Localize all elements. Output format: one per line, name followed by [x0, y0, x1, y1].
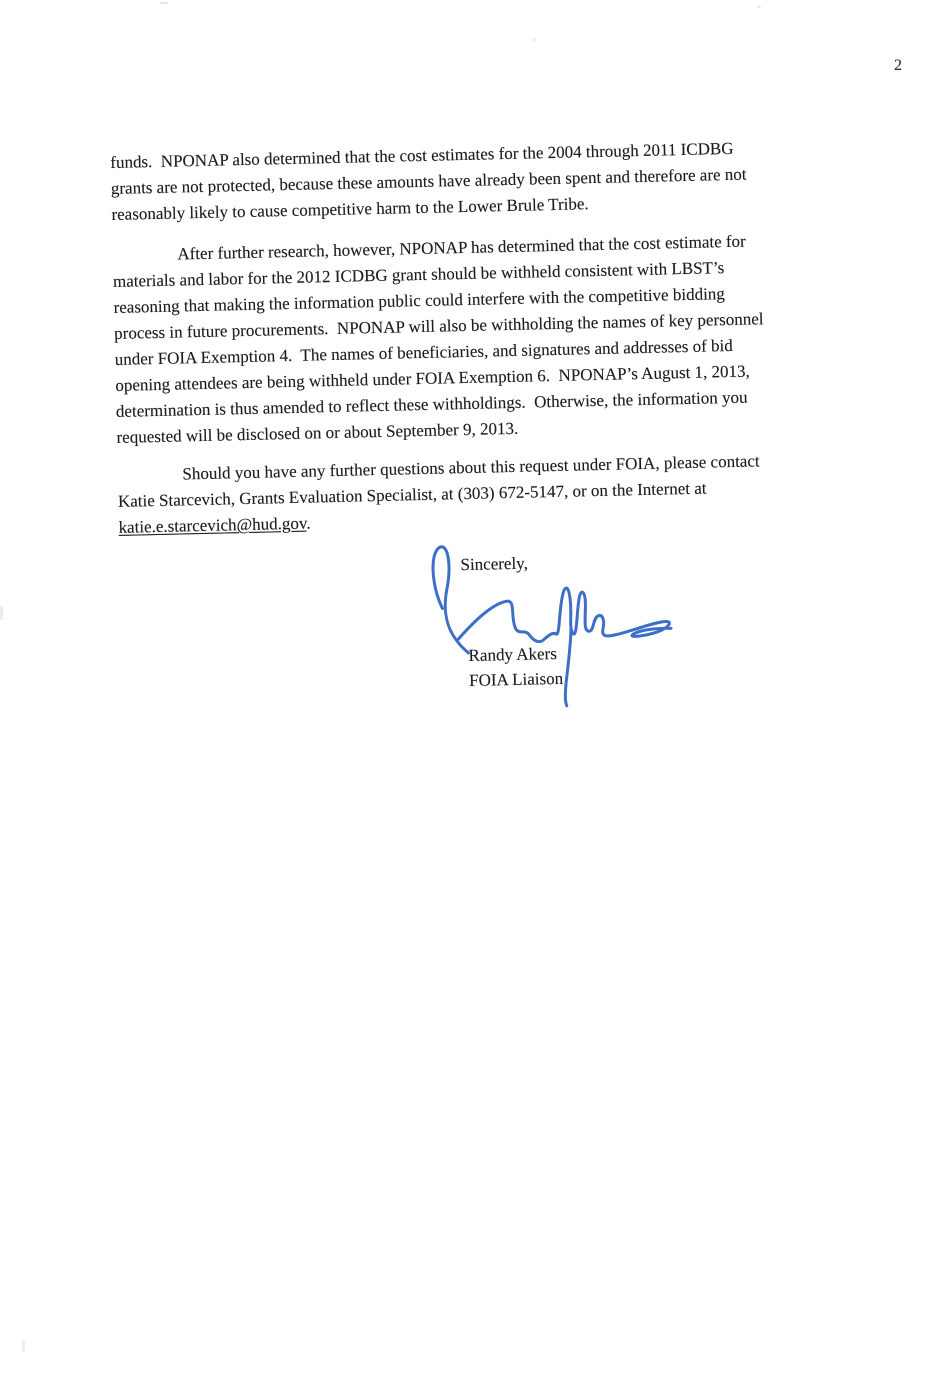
contact-email: katie.e.starcevich@hud.gov	[118, 513, 307, 537]
page-number: 2	[894, 57, 902, 74]
scan-artifact	[0, 606, 3, 620]
closing-salutation: Sincerely,	[460, 553, 529, 575]
body-line: reasonably likely to cause competitive harm to the Lower Brule Tribe.	[111, 194, 589, 224]
body-line: opening attendees are being withheld under FOIA Exemption 6. NPONAP’s August 1, 2013,	[115, 361, 751, 395]
paragraph	[112, 226, 887, 451]
body-line: After further research, however, NPONAP has determined that the cost estimate for	[177, 231, 746, 264]
body-line: Katie Starcevich, Grants Evaluation Specialist, at (303) 672-5147, or on the Internet at	[117, 478, 707, 511]
body-line: determination is thus amended to reflect these withholdings. Otherwise, the information you	[115, 387, 748, 421]
signer-name: Randy Akers	[468, 643, 558, 665]
signer-title: FOIA Liaison	[468, 668, 564, 690]
scan-artifact	[757, 6, 761, 8]
body-line: requested will be disclosed on or about September 9, 2013.	[116, 418, 519, 447]
body-line: materials and labor for the 2012 ICDBG grant should be withheld consistent with LBST’s	[112, 258, 725, 291]
body-line: process in future procurements. NPONAP will also be withholding the names of key personnel	[113, 309, 764, 343]
scan-artifact	[160, 2, 168, 4]
body-line: reasoning that making the information public could interfere with the competitive bidding	[113, 284, 726, 317]
letter-body	[110, 133, 894, 770]
body-line: grants are not protected, because these amounts have already been spent and therefore are not	[110, 164, 747, 198]
body-line: Should you have any further questions about this request under FOIA, please contact	[182, 451, 760, 484]
signer-block	[468, 641, 563, 693]
paragraph	[117, 445, 889, 540]
scan-artifact	[22, 1340, 25, 1352]
email-period: .	[306, 513, 311, 533]
body-line: funds. NPONAP also determined that the cost estimates for the 2004 through 2011 ICDBG	[110, 138, 734, 172]
paragraph	[110, 133, 882, 228]
body-line: under FOIA Exemption 4. The names of beneficiaries, and signatures and addresses of bid	[114, 335, 733, 369]
scan-artifact	[533, 38, 536, 41]
